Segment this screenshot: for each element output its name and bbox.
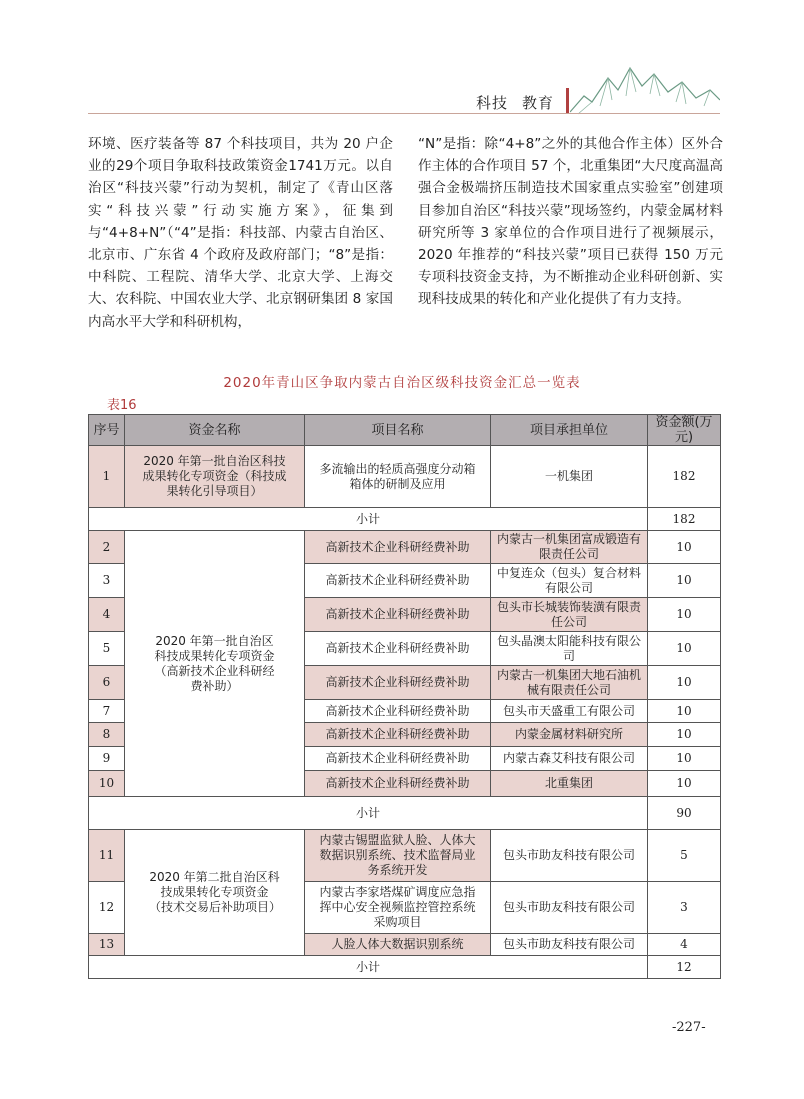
project-unit: 内蒙古一机集团大地石油机械有限责任公司 bbox=[491, 666, 648, 700]
row-no: 10 bbox=[89, 771, 125, 797]
row-no: 6 bbox=[89, 666, 125, 700]
project-name: 人脸人体大数据识别系统 bbox=[305, 934, 491, 956]
subtotal-amount: 12 bbox=[648, 956, 721, 979]
project-name: 内蒙古李家塔煤矿调度应急指挥中心安全视频监控管控系统采购项目 bbox=[305, 882, 491, 934]
section-name-science: 科技 bbox=[476, 94, 509, 112]
row-no: 9 bbox=[89, 747, 125, 771]
project-name: 高新技术企业科研经费补助 bbox=[305, 531, 491, 564]
project-name: 内蒙古锡盟监狱人脸、人体大数据识别系统、技术监督局业务系统开发 bbox=[305, 830, 491, 882]
row-no: 13 bbox=[89, 934, 125, 956]
project-name: 高新技术企业科研经费补助 bbox=[305, 723, 491, 747]
project-unit: 内蒙古森艾科技有限公司 bbox=[491, 747, 648, 771]
project-unit: 包头市天盛重工有限公司 bbox=[491, 700, 648, 723]
amount: 10 bbox=[648, 700, 721, 723]
page-header bbox=[0, 0, 804, 120]
section-title bbox=[476, 92, 568, 113]
amount: 10 bbox=[648, 564, 721, 598]
amount: 10 bbox=[648, 632, 721, 666]
header-amount: 资金额(万元) bbox=[648, 415, 721, 446]
project-name: 高新技术企业科研经费补助 bbox=[305, 564, 491, 598]
amount: 10 bbox=[648, 747, 721, 771]
row-no: 3 bbox=[89, 564, 125, 598]
body-column-right bbox=[418, 133, 723, 311]
project-name: 高新技术企业科研经费补助 bbox=[305, 598, 491, 632]
project-name: 多流输出的轻质高强度分动箱箱体的研制及应用 bbox=[305, 446, 491, 508]
header-divider bbox=[88, 113, 720, 114]
amount: 10 bbox=[648, 598, 721, 632]
project-unit: 中复连众（包头）复合材料有限公司 bbox=[491, 564, 648, 598]
header-fund: 资金名称 bbox=[125, 415, 305, 446]
fund-name: 2020 年第一批自治区科技成果转化专项资金（高新技术企业科研经费补助） bbox=[125, 531, 305, 797]
project-unit: 北重集团 bbox=[491, 771, 648, 797]
row-no: 7 bbox=[89, 700, 125, 723]
project-unit: 包头市助友科技有限公司 bbox=[491, 830, 648, 882]
header-project: 项目名称 bbox=[305, 415, 491, 446]
amount: 10 bbox=[648, 531, 721, 564]
section-name-education: 教育 bbox=[522, 94, 555, 112]
page-number: -227- bbox=[672, 1020, 706, 1035]
row-no: 4 bbox=[89, 598, 125, 632]
project-unit: 包头市助友科技有限公司 bbox=[491, 934, 648, 956]
row-no: 2 bbox=[89, 531, 125, 564]
header-unit: 项目承担单位 bbox=[491, 415, 648, 446]
body-paragraph-right: “N”是指：除“4+8”之外的其他合作主体）区外合作主体的合作项目 57 个，北重集团“大尺度高温高强合金极端挤压制造技术国家重点实验室”创建项目参加自治区“科技兴蒙”现场签约，内蒙金属材料研究所等 3 家单位的合作项目进行了视频展示，2020 年推荐的“科技兴蒙”项目已获得 150 万元专项科技资金支持，为不断推动企业科研创新、实现科技成果的转化和产业化提供了有力支持。 bbox=[418, 136, 723, 308]
amount: 4 bbox=[648, 934, 721, 956]
subtotal-row bbox=[89, 956, 721, 979]
project-name: 高新技术企业科研经费补助 bbox=[305, 666, 491, 700]
fund-name: 2020 年第二批自治区科技成果转化专项资金（技术交易后补助项目） bbox=[125, 830, 305, 956]
project-unit: 包头市长城装饰装潢有限责任公司 bbox=[491, 598, 648, 632]
header-no: 序号 bbox=[89, 415, 125, 446]
project-unit: 一机集团 bbox=[491, 446, 648, 508]
row-no: 12 bbox=[89, 882, 125, 934]
project-unit: 包头市助友科技有限公司 bbox=[491, 882, 648, 934]
subtotal-label: 小计 bbox=[89, 508, 648, 531]
amount: 10 bbox=[648, 666, 721, 700]
row-no: 1 bbox=[89, 446, 125, 508]
amount: 10 bbox=[648, 771, 721, 797]
amount: 5 bbox=[648, 830, 721, 882]
subtotal-label: 小计 bbox=[89, 797, 648, 830]
project-name: 高新技术企业科研经费补助 bbox=[305, 632, 491, 666]
row-no: 8 bbox=[89, 723, 125, 747]
project-unit: 内蒙古一机集团富成锻造有限责任公司 bbox=[491, 531, 648, 564]
project-name: 高新技术企业科研经费补助 bbox=[305, 771, 491, 797]
table-row bbox=[89, 531, 721, 564]
amount: 3 bbox=[648, 882, 721, 934]
table-row bbox=[89, 446, 721, 508]
project-name: 高新技术企业科研经费补助 bbox=[305, 747, 491, 771]
mountain-decoration-icon bbox=[570, 56, 720, 116]
funding-table bbox=[88, 414, 721, 979]
subtotal-label: 小计 bbox=[89, 956, 648, 979]
fund-name: 2020 年第一批自治区科技成果转化专项资金（科技成果转化引导项目） bbox=[125, 446, 305, 508]
row-no: 11 bbox=[89, 830, 125, 882]
amount: 10 bbox=[648, 723, 721, 747]
body-paragraph-left: 环境、医疗装备等 87 个科技项目，共为 20 户企业的29个项目争取科技政策资金1741万元。以自治区“科技兴蒙”行动为契机，制定了《青山区落实“科技兴蒙”行动实施方案》，征集到与“4+8+N”（“4”是指：科技部、内蒙古自治区、北京市、广东省 4 个政府及政府部门；“8”是指：中科院、工程院、清华大学、北京大学、上海交大、农科院、中国农业大学、北京钢研集团 8 家国内高水平大学和科研机构， bbox=[88, 136, 393, 330]
table-header-row bbox=[89, 415, 721, 446]
subtotal-row bbox=[89, 797, 721, 830]
amount: 182 bbox=[648, 446, 721, 508]
table-label: 表16 bbox=[107, 398, 137, 413]
project-unit: 内蒙金属材料研究所 bbox=[491, 723, 648, 747]
subtotal-amount: 90 bbox=[648, 797, 721, 830]
table-title: 2020年青山区争取内蒙古自治区级科技资金汇总一览表 bbox=[223, 375, 581, 391]
body-column-left bbox=[88, 133, 393, 333]
table-row bbox=[89, 830, 721, 882]
row-no: 5 bbox=[89, 632, 125, 666]
subtotal-row bbox=[89, 508, 721, 531]
project-unit: 包头晶澳太阳能科技有限公司 bbox=[491, 632, 648, 666]
subtotal-amount: 182 bbox=[648, 508, 721, 531]
project-name: 高新技术企业科研经费补助 bbox=[305, 700, 491, 723]
